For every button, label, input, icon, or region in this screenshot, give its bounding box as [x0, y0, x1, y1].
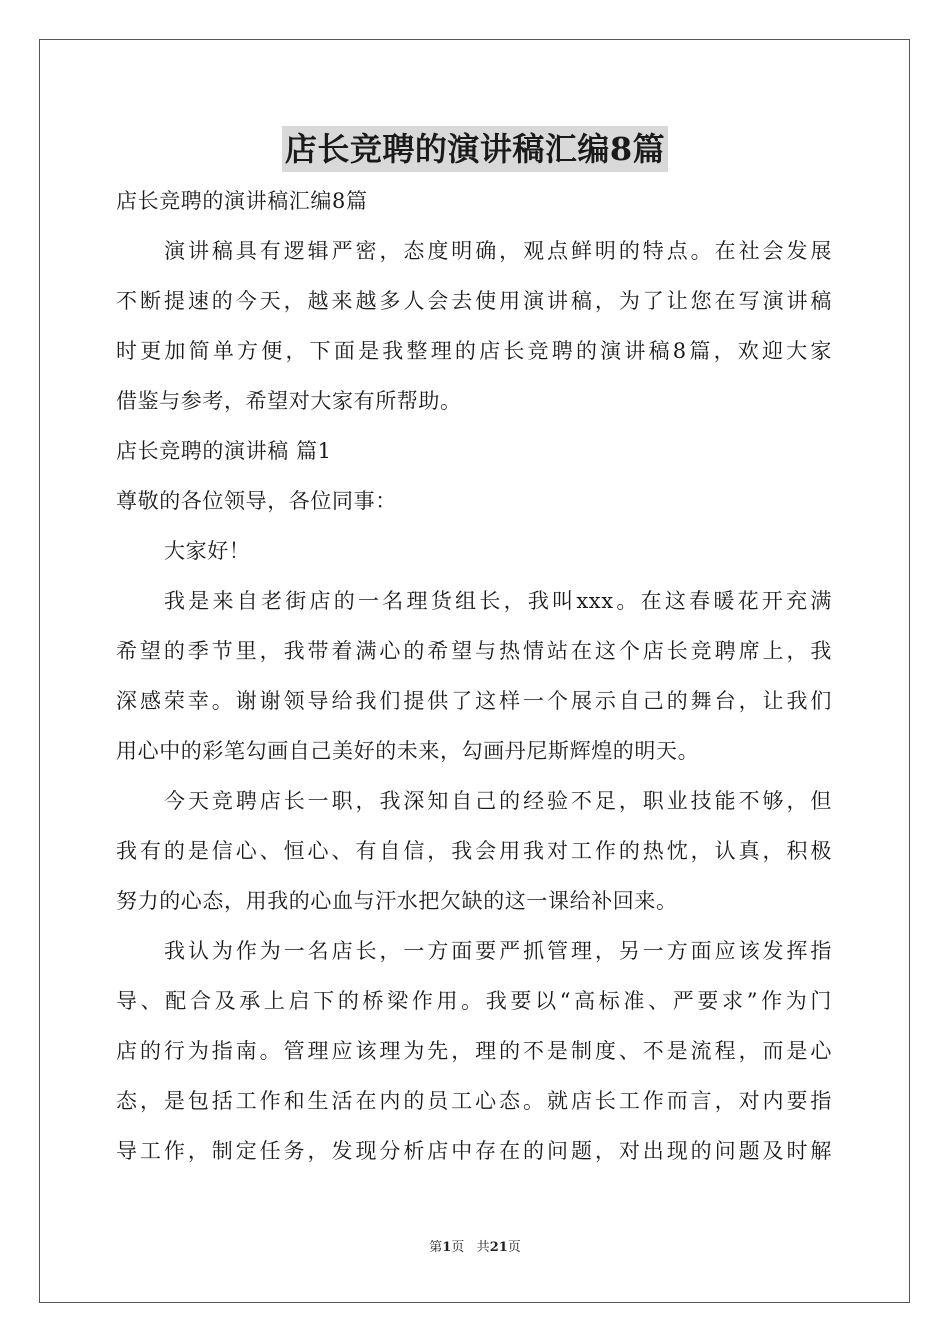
text-line: 借鉴与参考，希望对大家有所帮助。	[116, 389, 462, 413]
text-line: 希望的季节里，我带着满心的希望与热情站在这个店长竞聘席上，我	[116, 639, 832, 663]
text-line: 用心中的彩笔勾画自己美好的未来，勾画丹尼斯辉煌的明天。	[116, 739, 700, 763]
total-pages: 21	[489, 1240, 508, 1255]
text-line: 态，是包括工作和生活在内的员工心态。就店长工作而言，对内要指	[116, 1089, 832, 1113]
text-line: 店的行为指南。管理应该理为先，理的不是制度、不是流程，而是心	[116, 1039, 832, 1063]
text-line: 尊敬的各位领导，各位同事：	[116, 489, 397, 513]
page-number: 1	[442, 1240, 452, 1255]
total-suffix: 页	[507, 1240, 521, 1255]
text-line: 店长竞聘的演讲稿 篇1	[116, 439, 332, 463]
page-suffix: 页	[451, 1240, 465, 1255]
text-line: 努力的心态，用我的心血与汗水把欠缺的这一课给补回来。	[116, 889, 678, 913]
text-line: 我认为作为一名店长，一方面要严抓管理，另一方面应该发挥指	[164, 939, 832, 963]
document-body	[116, 176, 832, 1176]
text-line: 大家好！	[164, 539, 251, 563]
document-title: 店长竞聘的演讲稿汇编8篇	[282, 126, 668, 172]
text-line: 导、配合及承上启下的桥梁作用。我要以“高标准、严要求”作为门	[116, 989, 832, 1013]
title-area	[0, 126, 950, 172]
page-prefix: 第	[429, 1240, 443, 1255]
text-line: 不断提速的今天，越来越多人会去使用演讲稿，为了让您在写演讲稿	[116, 289, 832, 313]
text-line: 我是来自老街店的一名理货组长，我叫xxx。在这春暖花开充满	[164, 589, 832, 613]
text-line: 今天竞聘店长一职，我深知自己的经验不足，职业技能不够，但	[164, 789, 832, 813]
text-line: 导工作，制定任务，发现分析店中存在的问题，对出现的问题及时解	[116, 1139, 832, 1163]
text-line: 店长竞聘的演讲稿汇编8篇	[116, 189, 368, 213]
page-footer	[0, 1238, 950, 1258]
total-prefix: 共	[476, 1240, 490, 1255]
text-line: 演讲稿具有逻辑严密，态度明确，观点鲜明的特点。在社会发展	[164, 239, 832, 263]
text-line: 时更加简单方便，下面是我整理的店长竞聘的演讲稿8篇，欢迎大家	[116, 339, 832, 363]
text-line: 深感荣幸。谢谢领导给我们提供了这样一个展示自己的舞台，让我们	[116, 689, 832, 713]
text-line: 我有的是信心、恒心、有自信，我会用我对工作的热忱，认真，积极	[116, 839, 832, 863]
